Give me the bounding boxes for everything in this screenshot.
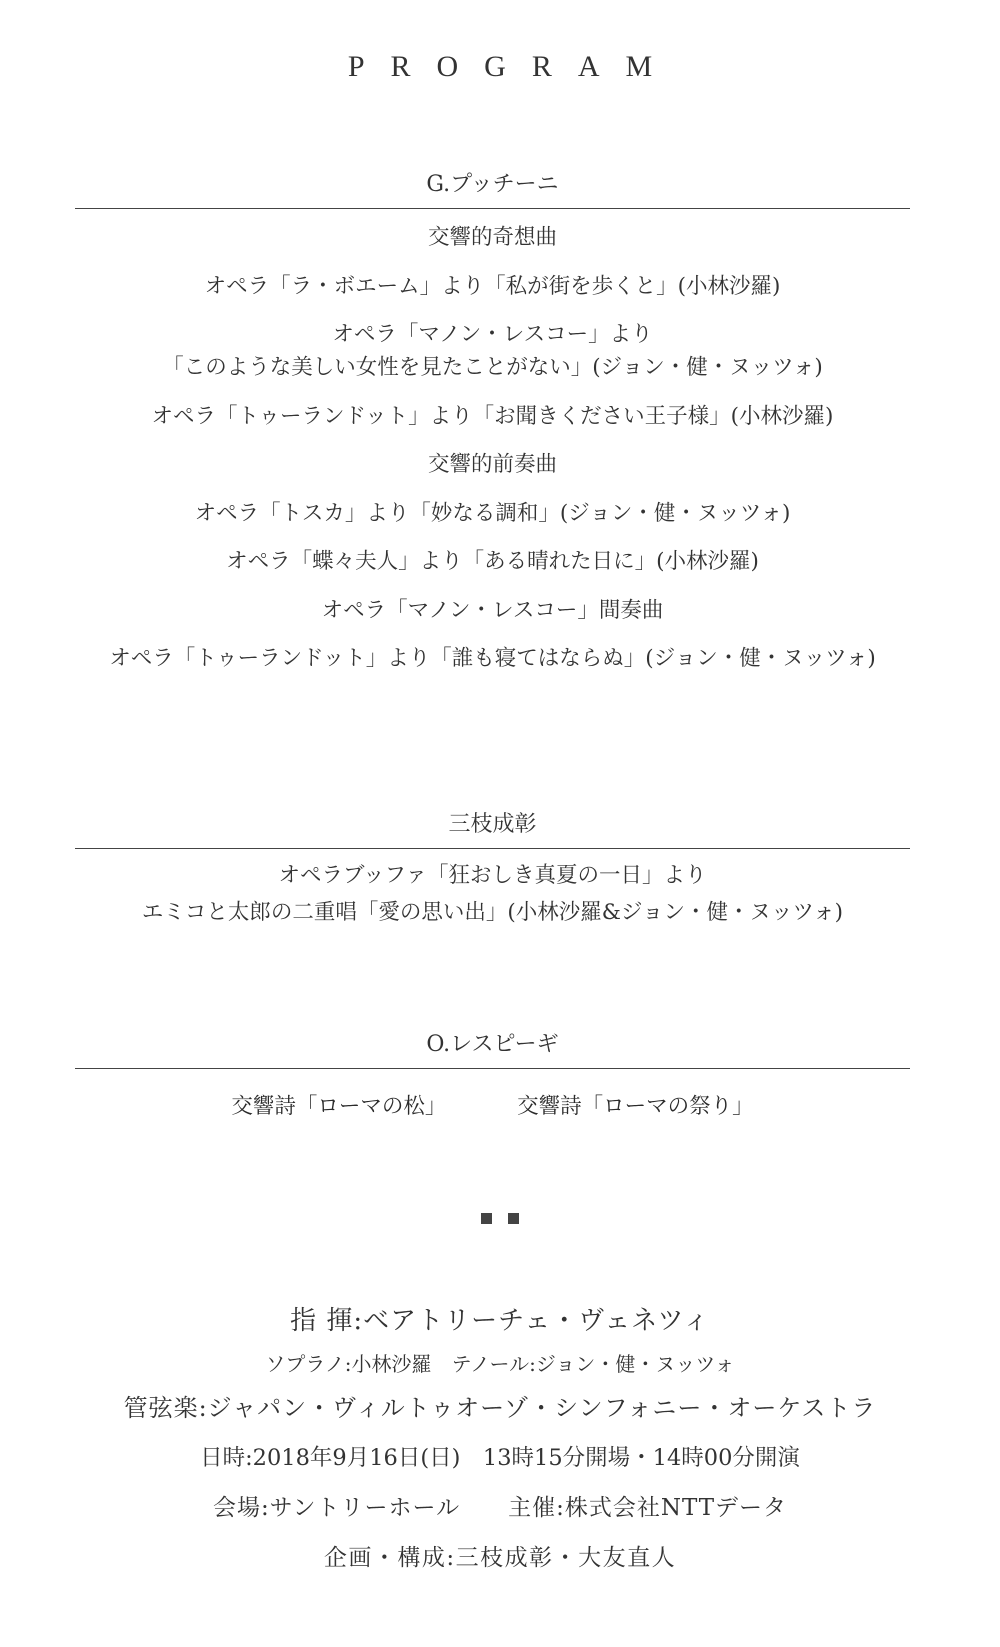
program-item: オペラ「トゥーランドット」より「お聞きください王子様」(小林沙羅): [151, 403, 834, 429]
composer-heading: G.プッチーニ: [426, 172, 559, 197]
credits-block: [0, 1303, 1000, 1575]
section-respighi: [75, 1030, 910, 1120]
program-item: オペラ「トゥーランドット」より「誰も寝てはならぬ」(ジョン・健・ヌッツォ): [109, 646, 876, 671]
square-icon: [508, 1213, 519, 1224]
orchestra-line: 管弦楽:ジャパン・ヴィルトゥオーゾ・シンフォニー・オーケストラ: [123, 1394, 877, 1422]
section-divider: [75, 848, 910, 849]
program-item: エミコと太郎の二重唱「愛の思い出」(小林沙羅&ジョン・健・ヌッツォ): [141, 900, 844, 925]
program-item: 交響詩「ローマの松」: [231, 1094, 447, 1119]
program-item: 交響詩「ローマの祭り」: [517, 1094, 754, 1119]
program-item: オペラ「マノン・レスコー」間奏曲: [321, 597, 664, 623]
section-puccini: [75, 170, 910, 675]
program-item: 「このような美しい女性を見たことがない」(ジョン・健・ヌッツォ): [162, 355, 823, 380]
program-item: オペラ「マノン・レスコー」より: [332, 322, 653, 347]
composer-heading: O.レスピーギ: [426, 1032, 559, 1057]
program-list: [75, 1089, 910, 1120]
venue-organizer-line: 会場:サントリーホール 主催:株式会社NTTデータ: [212, 1495, 788, 1521]
section-divider: [75, 208, 910, 209]
program-item: オペラ「トスカ」より「妙なる調和」(ジョン・健・ヌッツォ): [194, 500, 791, 526]
square-icon: [481, 1213, 492, 1224]
section-divider: [75, 1068, 910, 1069]
program-item: オペラ「ラ・ボエーム」より「私が街を歩くと」(小林沙羅): [204, 273, 781, 299]
datetime-line: 日時:2018年9月16日(日) 13時15分開場・14時00分開演: [200, 1445, 800, 1471]
page-title: PROGRAM: [347, 50, 679, 83]
program-list: [75, 221, 910, 675]
separator-squares: [0, 1213, 1000, 1224]
program-item: オペラブッファ「狂おしき真夏の一日」より: [278, 863, 707, 888]
program-item: オペラ「蝶々夫人」より「ある晴れた日に」(小林沙羅): [226, 549, 759, 574]
section-saegusa: [75, 810, 910, 929]
program-item: 交響的奇想曲: [427, 225, 557, 250]
conductor-line: 指 揮:ベアトリーチェ・ヴェネツィ: [290, 1306, 710, 1336]
soloists-line: ソプラノ:小林沙羅 テノール:ジョン・健・ヌッツォ: [265, 1352, 735, 1376]
program-item: 交響的前奏曲: [427, 452, 557, 477]
composer-heading: 三枝成彰: [448, 812, 537, 837]
program-list: [75, 859, 910, 929]
planning-line: 企画・構成:三枝成彰・大友直人: [323, 1545, 677, 1571]
